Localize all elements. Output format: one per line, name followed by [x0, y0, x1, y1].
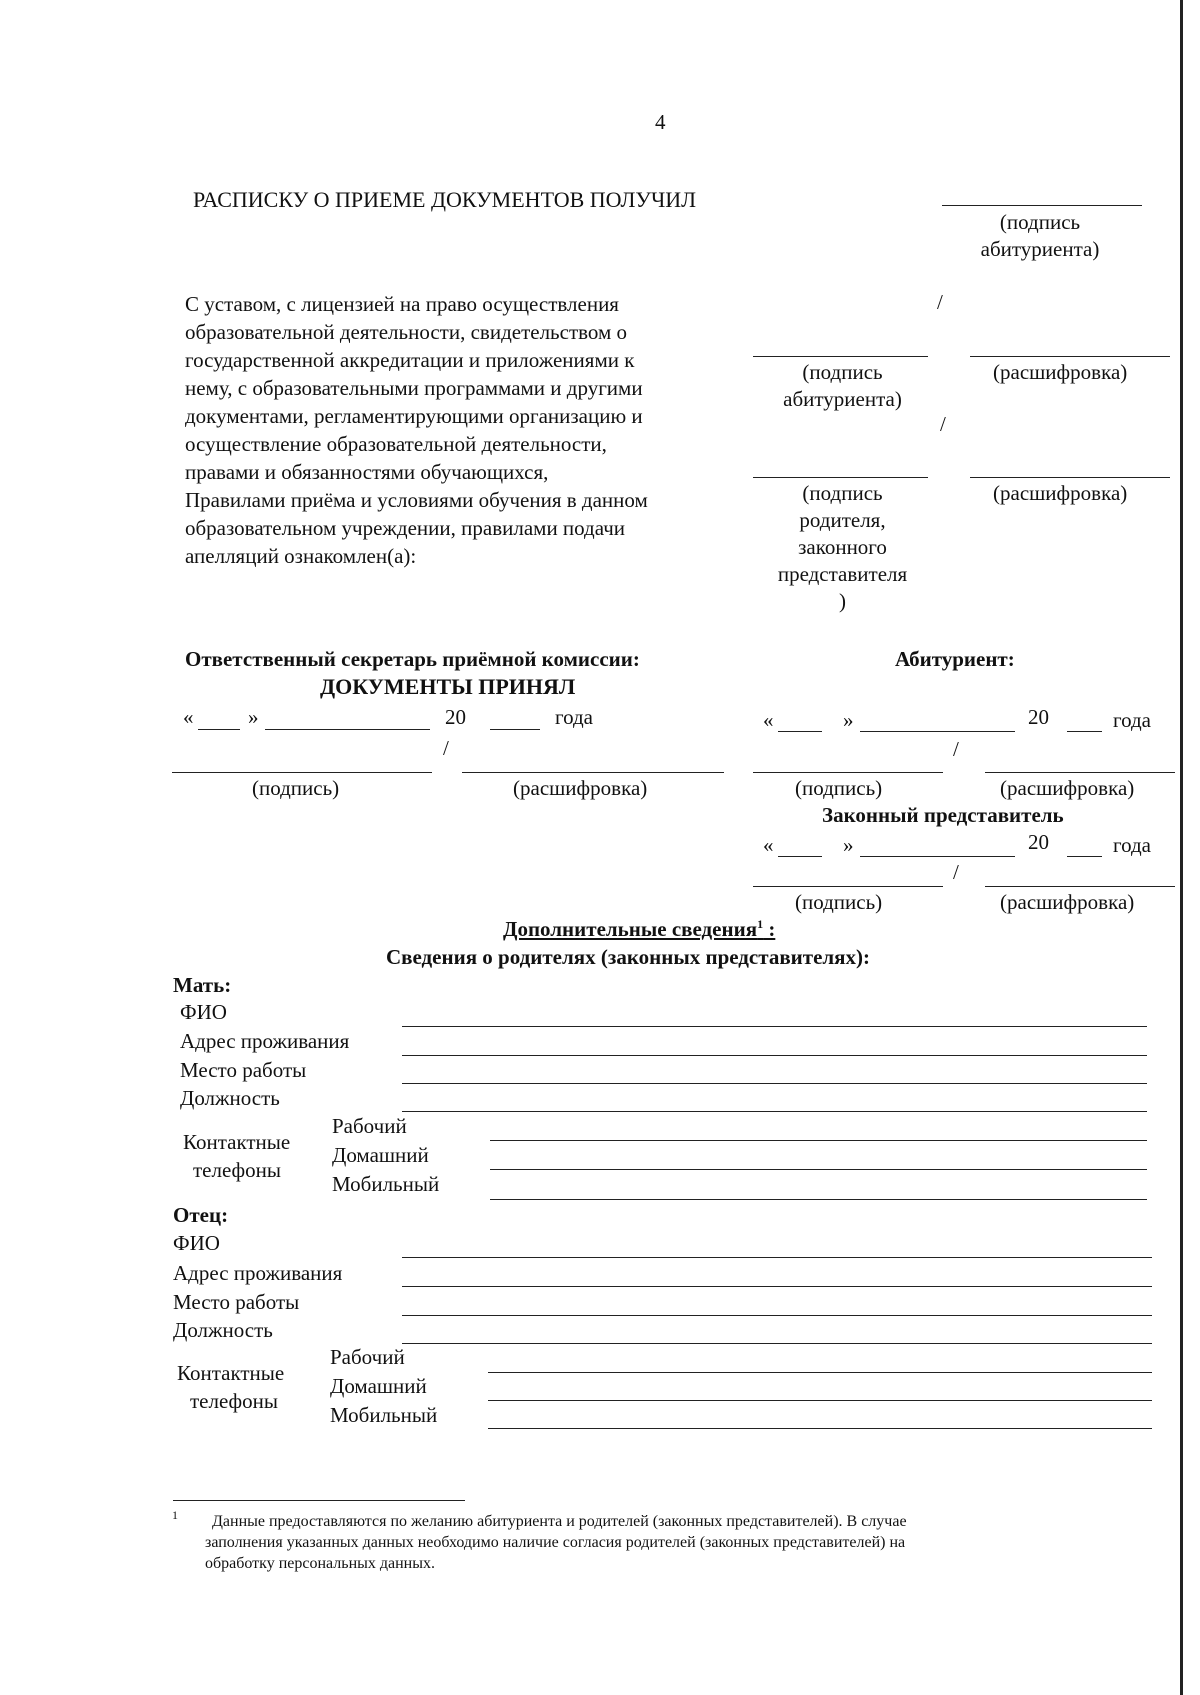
ack-parent-sign-caption-3: законного [798, 535, 887, 559]
mother-fio-label: ФИО [180, 1000, 227, 1024]
receipt-sign-caption-1: (подпись [999, 210, 1081, 234]
mother-contacts-label-1: Контактные [183, 1130, 291, 1154]
ack-applicant-decode-caption: (расшифровка) [993, 360, 1128, 384]
ack-slash-2: / [940, 412, 946, 436]
applicant-heading: Абитуриент: [895, 647, 1015, 671]
applicant-day-line[interactable] [778, 731, 822, 732]
receipt-title: РАСПИСКУ О ПРИЕМЕ ДОКУМЕНТОВ ПОЛУЧИЛ [193, 187, 697, 212]
applicant-year-prefix: 20 [1028, 705, 1049, 729]
secretary-slash: / [443, 736, 449, 760]
applicant-sign-line[interactable] [753, 772, 943, 773]
mother-phone-mobile-line[interactable] [490, 1199, 1147, 1200]
father-work-label: Место работы [173, 1290, 300, 1314]
legal-rep-month-line[interactable] [860, 856, 1015, 857]
acknowledgement-text [185, 290, 648, 570]
secretary-accepted: ДОКУМЕНТЫ ПРИНЯЛ [320, 674, 576, 699]
ack-parent-sign-line[interactable] [753, 477, 928, 478]
secretary-year-line[interactable] [490, 729, 540, 730]
ack-line: правами и обязанностями обучающихся, [185, 460, 549, 484]
additional-heading-text: Дополнительные сведения [503, 917, 758, 941]
mother-phone-work-line[interactable] [490, 1140, 1147, 1141]
secretary-heading: Ответственный секретарь приёмной комиссии: [185, 647, 640, 671]
ack-applicant-sign-caption-2: абитуриента) [783, 387, 902, 411]
legal-rep-heading: Законный представитель [822, 803, 1064, 827]
page-edge-line [1180, 0, 1183, 1695]
additional-subheading: Сведения о родителях (законных представителях): [386, 945, 871, 969]
mother-address-label: Адрес проживания [180, 1029, 350, 1053]
legal-rep-decode-line[interactable] [985, 886, 1175, 887]
secretary-day-line[interactable] [198, 729, 240, 730]
mother-phone-home-label: Домашний [332, 1143, 429, 1167]
ack-applicant-sign-line[interactable] [753, 356, 928, 357]
father-phone-mobile-label: Мобильный [330, 1403, 438, 1427]
mother-work-label: Место работы [180, 1058, 307, 1082]
ack-line: документами, регламентирующими организацию и [185, 404, 643, 428]
father-address-line[interactable] [402, 1286, 1152, 1287]
father-position-line[interactable] [402, 1343, 1152, 1344]
ack-line: осуществление образовательной деятельности, [185, 432, 607, 456]
applicant-decode-line[interactable] [985, 772, 1175, 773]
secretary-year-suffix: года [555, 705, 593, 729]
additional-heading-colon: : [763, 917, 776, 941]
ack-parent-sign-caption-1: (подпись [802, 481, 883, 505]
mother-label: Мать: [173, 973, 232, 997]
mother-address-line[interactable] [402, 1055, 1147, 1056]
secretary-month-line[interactable] [265, 729, 430, 730]
ack-parent-decode-line[interactable] [970, 477, 1170, 478]
father-contacts-label-2: телефоны [190, 1389, 279, 1413]
applicant-month-line[interactable] [860, 731, 1015, 732]
legal-rep-sign-line[interactable] [753, 886, 943, 887]
father-phone-mobile-line[interactable] [488, 1428, 1152, 1429]
footnote-separator [173, 1500, 465, 1501]
legal-rep-decode-caption: (расшифровка) [1000, 890, 1135, 914]
applicant-quote-open: « [763, 708, 774, 732]
legal-rep-slash: / [953, 860, 959, 884]
legal-rep-year-line[interactable] [1067, 856, 1102, 857]
father-phone-home-label: Домашний [330, 1374, 427, 1398]
father-address-label: Адрес проживания [173, 1261, 343, 1285]
father-fio-label: ФИО [173, 1231, 220, 1255]
ack-slash-1: / [937, 290, 943, 314]
father-phone-work-label: Рабочий [330, 1345, 405, 1369]
footnote-line-3: обработку персональных данных. [205, 1555, 435, 1572]
ack-line: С уставом, с лицензией на право осуществления [185, 292, 619, 316]
ack-line: государственной аккредитации и приложениями к [185, 348, 635, 372]
secretary-decode-line[interactable] [462, 772, 724, 773]
ack-line: Правилами приёма и условиями обучения в данном [185, 488, 648, 512]
secretary-decode-caption: (расшифровка) [513, 776, 648, 800]
applicant-year-suffix: года [1113, 708, 1151, 732]
mother-position-line[interactable] [402, 1111, 1147, 1112]
mother-fio-line[interactable] [402, 1026, 1147, 1027]
ack-parent-sign-caption-2: родителя, [799, 508, 886, 532]
secretary-sign-caption: (подпись) [252, 776, 340, 800]
ack-line: образовательном учреждении, правилами подачи [185, 516, 626, 540]
father-fio-line[interactable] [402, 1257, 1152, 1258]
mother-phone-work-label: Рабочий [332, 1114, 407, 1138]
receipt-sign-caption-2: абитуриента) [980, 237, 1100, 261]
footnote-line-2: заполнения указанных данных необходимо наличие согласия родителей (законных представителей) на [205, 1534, 906, 1551]
footnote-mark: 1 [172, 1508, 178, 1522]
father-phone-home-line[interactable] [488, 1400, 1152, 1401]
applicant-year-line[interactable] [1067, 731, 1102, 732]
legal-rep-year-prefix: 20 [1028, 830, 1049, 854]
father-label: Отец: [173, 1203, 229, 1227]
ack-applicant-sign-caption-1: (подпись [802, 360, 883, 384]
secretary-quote-close: » [248, 705, 259, 729]
father-work-line[interactable] [402, 1315, 1152, 1316]
applicant-slash: / [953, 737, 959, 761]
applicant-sign-caption: (подпись) [795, 776, 883, 800]
applicant-decode-caption: (расшифровка) [1000, 776, 1135, 800]
additional-heading [503, 917, 775, 942]
secretary-sign-line[interactable] [172, 772, 432, 773]
applicant-quote-close: » [843, 708, 854, 732]
ack-line: нему, с образовательными программами и другими [185, 376, 643, 400]
ack-applicant-decode-line[interactable] [970, 356, 1170, 357]
father-phone-work-line[interactable] [488, 1372, 1152, 1373]
mother-phone-mobile-label: Мобильный [332, 1172, 440, 1196]
ack-line: апелляций ознакомлен(а): [185, 544, 417, 568]
father-position-label: Должность [173, 1318, 273, 1342]
legal-rep-year-suffix: года [1113, 833, 1151, 857]
mother-contacts-label-2: телефоны [193, 1158, 282, 1182]
mother-work-line[interactable] [402, 1083, 1147, 1084]
legal-rep-sign-caption: (подпись) [795, 890, 883, 914]
ack-parent-decode-caption: (расшифровка) [993, 481, 1128, 505]
additional-footnote-mark: 1 [757, 917, 764, 931]
legal-rep-quote-close: » [843, 833, 854, 857]
father-contacts-label-1: Контактные [177, 1361, 285, 1385]
ack-parent-sign-caption-4: представителя [777, 562, 908, 586]
legal-rep-quote-open: « [763, 833, 774, 857]
legal-rep-day-line[interactable] [778, 856, 822, 857]
mother-phone-home-line[interactable] [490, 1169, 1147, 1170]
secretary-quote-open: « [183, 705, 194, 729]
secretary-year-prefix: 20 [445, 705, 466, 729]
footnote-line-1: Данные предоставляются по желанию абитуриента и родителей (законных представителей). В случае [212, 1513, 907, 1530]
mother-position-label: Должность [180, 1086, 280, 1110]
page-number: 4 [655, 110, 666, 134]
ack-line: образовательной деятельности, свидетельством о [185, 320, 628, 344]
receipt-sign-line[interactable] [942, 205, 1142, 206]
ack-parent-sign-caption-5: ) [839, 589, 846, 613]
